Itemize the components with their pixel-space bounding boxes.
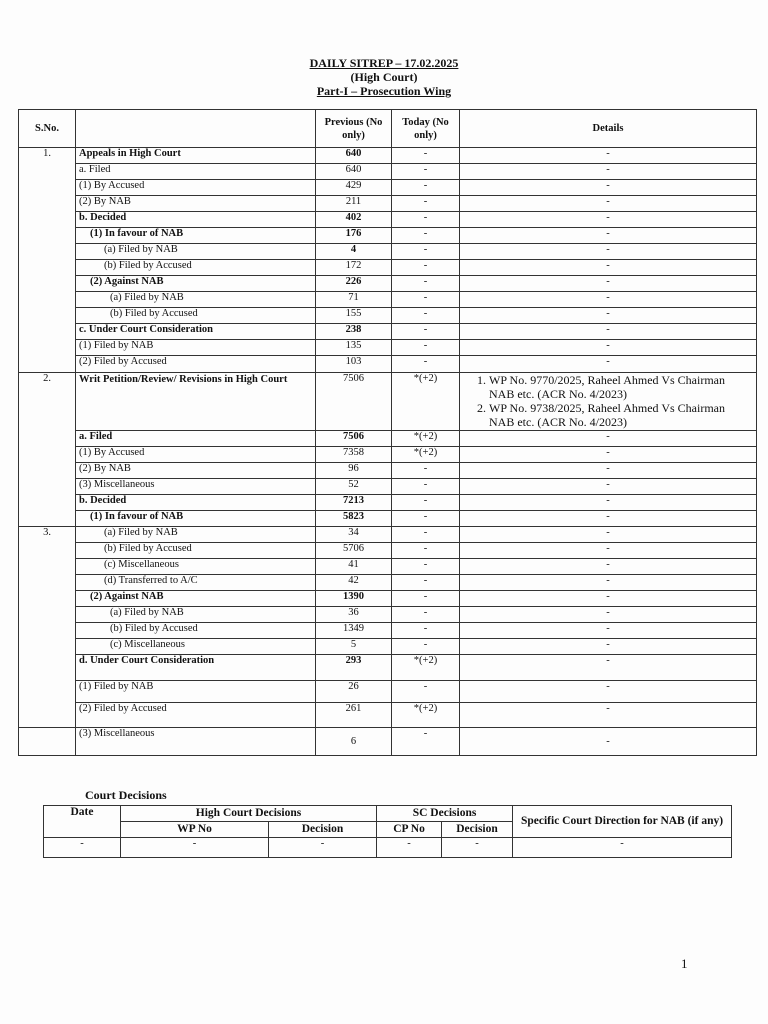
cell-previous: 176 bbox=[316, 228, 392, 244]
cell-label: (b) Filed by Accused bbox=[76, 308, 316, 324]
cell-previous: 238 bbox=[316, 324, 392, 340]
cell-label: (2) Filed by Accused bbox=[76, 356, 316, 373]
cell-label: (1) Filed by NAB bbox=[76, 681, 316, 703]
cell-sno: 1. bbox=[19, 148, 76, 164]
cell-details: - bbox=[460, 180, 757, 196]
cell-previous: 1349 bbox=[316, 623, 392, 639]
cell-label: (2) Against NAB bbox=[76, 591, 316, 607]
cell-today: *(+2) bbox=[392, 431, 460, 447]
col-header-sno: S.No. bbox=[19, 110, 76, 148]
cell-details: - bbox=[460, 639, 757, 655]
cell-details: - bbox=[460, 495, 757, 511]
cell-label: Appeals in High Court bbox=[76, 148, 316, 164]
cell-previous: 42 bbox=[316, 575, 392, 591]
cell-previous: 211 bbox=[316, 196, 392, 212]
cell-today: - bbox=[392, 479, 460, 495]
cell-today: - bbox=[392, 511, 460, 527]
cell-sno bbox=[19, 431, 76, 447]
cell-label: c. Under Court Consideration bbox=[76, 324, 316, 340]
cell-details: - bbox=[460, 244, 757, 260]
cell-details: - bbox=[460, 447, 757, 463]
cell-details: - bbox=[460, 703, 757, 728]
cell-sno bbox=[19, 607, 76, 623]
page-number: 1 bbox=[681, 956, 688, 971]
cell-sno bbox=[19, 340, 76, 356]
sitrep-table bbox=[18, 109, 757, 756]
cell-sno bbox=[19, 728, 76, 756]
cell-wp-no: - bbox=[121, 838, 269, 858]
cell-sno bbox=[19, 276, 76, 292]
cell-label: b. Decided bbox=[76, 495, 316, 511]
cell-sno bbox=[19, 212, 76, 228]
table-row bbox=[19, 703, 757, 728]
table-header-row bbox=[19, 110, 757, 148]
cell-today: - bbox=[392, 559, 460, 575]
table-row bbox=[19, 681, 757, 703]
cell-today: - bbox=[392, 639, 460, 655]
cell-label: (3) Miscellaneous bbox=[76, 479, 316, 495]
cell-label: (2) By NAB bbox=[76, 463, 316, 479]
cell-today: - bbox=[392, 244, 460, 260]
table-row bbox=[19, 373, 757, 431]
cell-label: (1) In favour of NAB bbox=[76, 228, 316, 244]
table-row bbox=[19, 543, 757, 559]
cell-label: (c) Miscellaneous bbox=[76, 639, 316, 655]
col-header-sc-decisions: SC Decisions bbox=[377, 806, 513, 822]
cell-details: - bbox=[460, 511, 757, 527]
cell-details: - bbox=[460, 728, 757, 756]
cell-sno bbox=[19, 639, 76, 655]
cell-today: *(+2) bbox=[392, 703, 460, 728]
cell-details: - bbox=[460, 431, 757, 447]
cell-previous: 36 bbox=[316, 607, 392, 623]
cell-sno bbox=[19, 196, 76, 212]
col-header-today: Today (No only) bbox=[392, 110, 460, 148]
cell-today: - bbox=[392, 228, 460, 244]
table-row bbox=[19, 276, 757, 292]
cell-sno bbox=[19, 463, 76, 479]
cell-label: (1) By Accused bbox=[76, 447, 316, 463]
cell-label: d. Under Court Consideration bbox=[76, 655, 316, 681]
cell-today: - bbox=[392, 575, 460, 591]
cell-today: - bbox=[392, 681, 460, 703]
cell-today: *(+2) bbox=[392, 655, 460, 681]
cell-previous: 172 bbox=[316, 260, 392, 276]
cell-today: - bbox=[392, 527, 460, 543]
cell-today: - bbox=[392, 212, 460, 228]
cell-details: - bbox=[460, 228, 757, 244]
table-row bbox=[19, 495, 757, 511]
cell-today: - bbox=[392, 340, 460, 356]
details-item: 2. WP No. 9738/2025, Raheel Ahmed Vs Chairman NAB etc. (ACR No. 4/2023) bbox=[489, 401, 753, 429]
cell-decision: - bbox=[269, 838, 377, 858]
cell-sno: 3. bbox=[19, 527, 76, 543]
cell-today: - bbox=[392, 356, 460, 373]
cell-details bbox=[460, 373, 757, 431]
cell-today: *(+2) bbox=[392, 447, 460, 463]
document-title: DAILY SITREP – 17.02.2025 bbox=[309, 56, 459, 70]
table-row bbox=[19, 527, 757, 543]
cell-details: - bbox=[460, 607, 757, 623]
cell-previous: 26 bbox=[316, 681, 392, 703]
col-header-date: Date bbox=[44, 806, 121, 838]
cell-details: - bbox=[460, 479, 757, 495]
cell-details: - bbox=[460, 340, 757, 356]
cell-details: - bbox=[460, 292, 757, 308]
cell-today: - bbox=[392, 164, 460, 180]
table-row bbox=[19, 196, 757, 212]
cell-previous: 429 bbox=[316, 180, 392, 196]
cell-details: - bbox=[460, 575, 757, 591]
cell-details: - bbox=[460, 276, 757, 292]
cell-label: (b) Filed by Accused bbox=[76, 260, 316, 276]
cell-today: - bbox=[392, 308, 460, 324]
table-row bbox=[19, 356, 757, 373]
cell-today: - bbox=[392, 324, 460, 340]
cell-label: b. Decided bbox=[76, 212, 316, 228]
cell-label: a. Filed bbox=[76, 431, 316, 447]
cell-sno bbox=[19, 260, 76, 276]
cell-previous: 4 bbox=[316, 244, 392, 260]
cell-today: - bbox=[392, 728, 460, 756]
cell-label: (2) By NAB bbox=[76, 196, 316, 212]
document-subtitle: (High Court) bbox=[350, 70, 418, 84]
cell-today: *(+2) bbox=[392, 373, 460, 431]
cell-sno bbox=[19, 543, 76, 559]
cell-previous: 1390 bbox=[316, 591, 392, 607]
cell-previous: 7213 bbox=[316, 495, 392, 511]
cell-sno bbox=[19, 308, 76, 324]
court-header-row bbox=[44, 806, 732, 822]
table-row bbox=[19, 212, 757, 228]
cell-sno bbox=[19, 511, 76, 527]
cell-details: - bbox=[460, 559, 757, 575]
table-row bbox=[19, 655, 757, 681]
cell-sno bbox=[19, 495, 76, 511]
table-row bbox=[19, 244, 757, 260]
cell-details: - bbox=[460, 148, 757, 164]
table-row bbox=[19, 260, 757, 276]
table-row bbox=[19, 607, 757, 623]
cell-today: - bbox=[392, 148, 460, 164]
cell-previous: 52 bbox=[316, 479, 392, 495]
cell-previous: 7358 bbox=[316, 447, 392, 463]
cell-label: Writ Petition/Review/ Revisions in High Court bbox=[76, 373, 316, 431]
cell-previous: 6 bbox=[316, 728, 392, 756]
cell-details: - bbox=[460, 591, 757, 607]
cell-today: - bbox=[392, 260, 460, 276]
cell-details: - bbox=[460, 260, 757, 276]
cell-label: (b) Filed by Accused bbox=[76, 623, 316, 639]
cell-previous: 5706 bbox=[316, 543, 392, 559]
cell-sc-decision: - bbox=[442, 838, 513, 858]
table-row bbox=[19, 511, 757, 527]
details-item: 1. WP No. 9770/2025, Raheel Ahmed Vs Chairman NAB etc. (ACR No. 4/2023) bbox=[489, 373, 753, 401]
cell-label: (c) Miscellaneous bbox=[76, 559, 316, 575]
cell-details: - bbox=[460, 655, 757, 681]
cell-label: (b) Filed by Accused bbox=[76, 543, 316, 559]
cell-today: - bbox=[392, 196, 460, 212]
cell-sno bbox=[19, 575, 76, 591]
cell-sno bbox=[19, 324, 76, 340]
cell-sno bbox=[19, 623, 76, 639]
table-row bbox=[19, 463, 757, 479]
table-row bbox=[19, 431, 757, 447]
cell-previous: 7506 bbox=[316, 431, 392, 447]
cell-previous: 226 bbox=[316, 276, 392, 292]
table-row bbox=[19, 148, 757, 164]
cell-sno bbox=[19, 164, 76, 180]
cell-sno bbox=[19, 447, 76, 463]
cell-sno bbox=[19, 356, 76, 373]
cell-sno bbox=[19, 479, 76, 495]
cell-today: - bbox=[392, 180, 460, 196]
cell-sno bbox=[19, 591, 76, 607]
cell-previous: 7506 bbox=[316, 373, 392, 431]
col-header-sc-decision: Decision bbox=[442, 822, 513, 838]
cell-previous: 103 bbox=[316, 356, 392, 373]
table-row bbox=[19, 340, 757, 356]
cell-previous: 155 bbox=[316, 308, 392, 324]
cell-previous: 135 bbox=[316, 340, 392, 356]
cell-details: - bbox=[460, 623, 757, 639]
table-row bbox=[19, 180, 757, 196]
table-row bbox=[19, 591, 757, 607]
col-header-previous: Previous (No only) bbox=[316, 110, 392, 148]
cell-label: (1) In favour of NAB bbox=[76, 511, 316, 527]
cell-previous: 5 bbox=[316, 639, 392, 655]
cell-previous: 640 bbox=[316, 164, 392, 180]
cell-previous: 5823 bbox=[316, 511, 392, 527]
cell-details: - bbox=[460, 463, 757, 479]
table-row bbox=[19, 623, 757, 639]
table-row bbox=[19, 639, 757, 655]
cell-label: (2) Against NAB bbox=[76, 276, 316, 292]
table-row bbox=[19, 164, 757, 180]
cell-label: (a) Filed by NAB bbox=[76, 527, 316, 543]
cell-sno bbox=[19, 655, 76, 681]
cell-previous: 34 bbox=[316, 527, 392, 543]
table-row bbox=[19, 728, 757, 756]
cell-today: - bbox=[392, 543, 460, 559]
table-row bbox=[19, 479, 757, 495]
cell-label: (a) Filed by NAB bbox=[76, 244, 316, 260]
col-header-specific-direction: Specific Court Direction for NAB (if any) bbox=[513, 806, 732, 838]
col-header-decision: Decision bbox=[269, 822, 377, 838]
cell-label: (d) Transferred to A/C bbox=[76, 575, 316, 591]
cell-details: - bbox=[460, 681, 757, 703]
cell-previous: 293 bbox=[316, 655, 392, 681]
table-row bbox=[19, 447, 757, 463]
cell-previous: 96 bbox=[316, 463, 392, 479]
court-decisions-title: Court Decisions bbox=[85, 788, 167, 802]
cell-today: - bbox=[392, 623, 460, 639]
cell-details: - bbox=[460, 164, 757, 180]
cell-today: - bbox=[392, 591, 460, 607]
cell-previous: 640 bbox=[316, 148, 392, 164]
table-row bbox=[19, 559, 757, 575]
cell-today: - bbox=[392, 495, 460, 511]
cell-sno: 2. bbox=[19, 373, 76, 431]
cell-label: (1) By Accused bbox=[76, 180, 316, 196]
cell-details: - bbox=[460, 527, 757, 543]
cell-label: (1) Filed by NAB bbox=[76, 340, 316, 356]
document-part: Part-I – Prosecution Wing bbox=[316, 84, 452, 98]
cell-sno bbox=[19, 244, 76, 260]
cell-sno bbox=[19, 559, 76, 575]
cell-previous: 402 bbox=[316, 212, 392, 228]
cell-cp-no: - bbox=[377, 838, 442, 858]
cell-details: - bbox=[460, 324, 757, 340]
cell-label: (3) Miscellaneous bbox=[76, 728, 316, 756]
cell-details: - bbox=[460, 543, 757, 559]
cell-sno bbox=[19, 681, 76, 703]
cell-label: (a) Filed by NAB bbox=[76, 292, 316, 308]
cell-today: - bbox=[392, 276, 460, 292]
cell-specific-direction: - bbox=[513, 838, 732, 858]
cell-date: - bbox=[44, 838, 121, 858]
cell-details: - bbox=[460, 356, 757, 373]
table-row bbox=[19, 292, 757, 308]
table-row bbox=[19, 575, 757, 591]
col-header-hc-decisions: High Court Decisions bbox=[121, 806, 377, 822]
court-decisions-table bbox=[43, 805, 732, 858]
cell-label: (2) Filed by Accused bbox=[76, 703, 316, 728]
cell-label: (a) Filed by NAB bbox=[76, 607, 316, 623]
cell-details: - bbox=[460, 212, 757, 228]
table-row bbox=[19, 324, 757, 340]
cell-today: - bbox=[392, 463, 460, 479]
cell-label: a. Filed bbox=[76, 164, 316, 180]
table-row bbox=[44, 838, 732, 858]
col-header-details: Details bbox=[460, 110, 757, 148]
cell-sno bbox=[19, 228, 76, 244]
cell-previous: 261 bbox=[316, 703, 392, 728]
cell-previous: 41 bbox=[316, 559, 392, 575]
cell-details: - bbox=[460, 196, 757, 212]
table-row bbox=[19, 308, 757, 324]
table-row bbox=[19, 228, 757, 244]
cell-previous: 71 bbox=[316, 292, 392, 308]
cell-today: - bbox=[392, 292, 460, 308]
col-header-wp-no: WP No bbox=[121, 822, 269, 838]
cell-sno bbox=[19, 292, 76, 308]
col-header-cp-no: CP No bbox=[377, 822, 442, 838]
cell-today: - bbox=[392, 607, 460, 623]
cell-sno bbox=[19, 703, 76, 728]
cell-sno bbox=[19, 180, 76, 196]
cell-details: - bbox=[460, 308, 757, 324]
col-header-description bbox=[76, 110, 316, 148]
